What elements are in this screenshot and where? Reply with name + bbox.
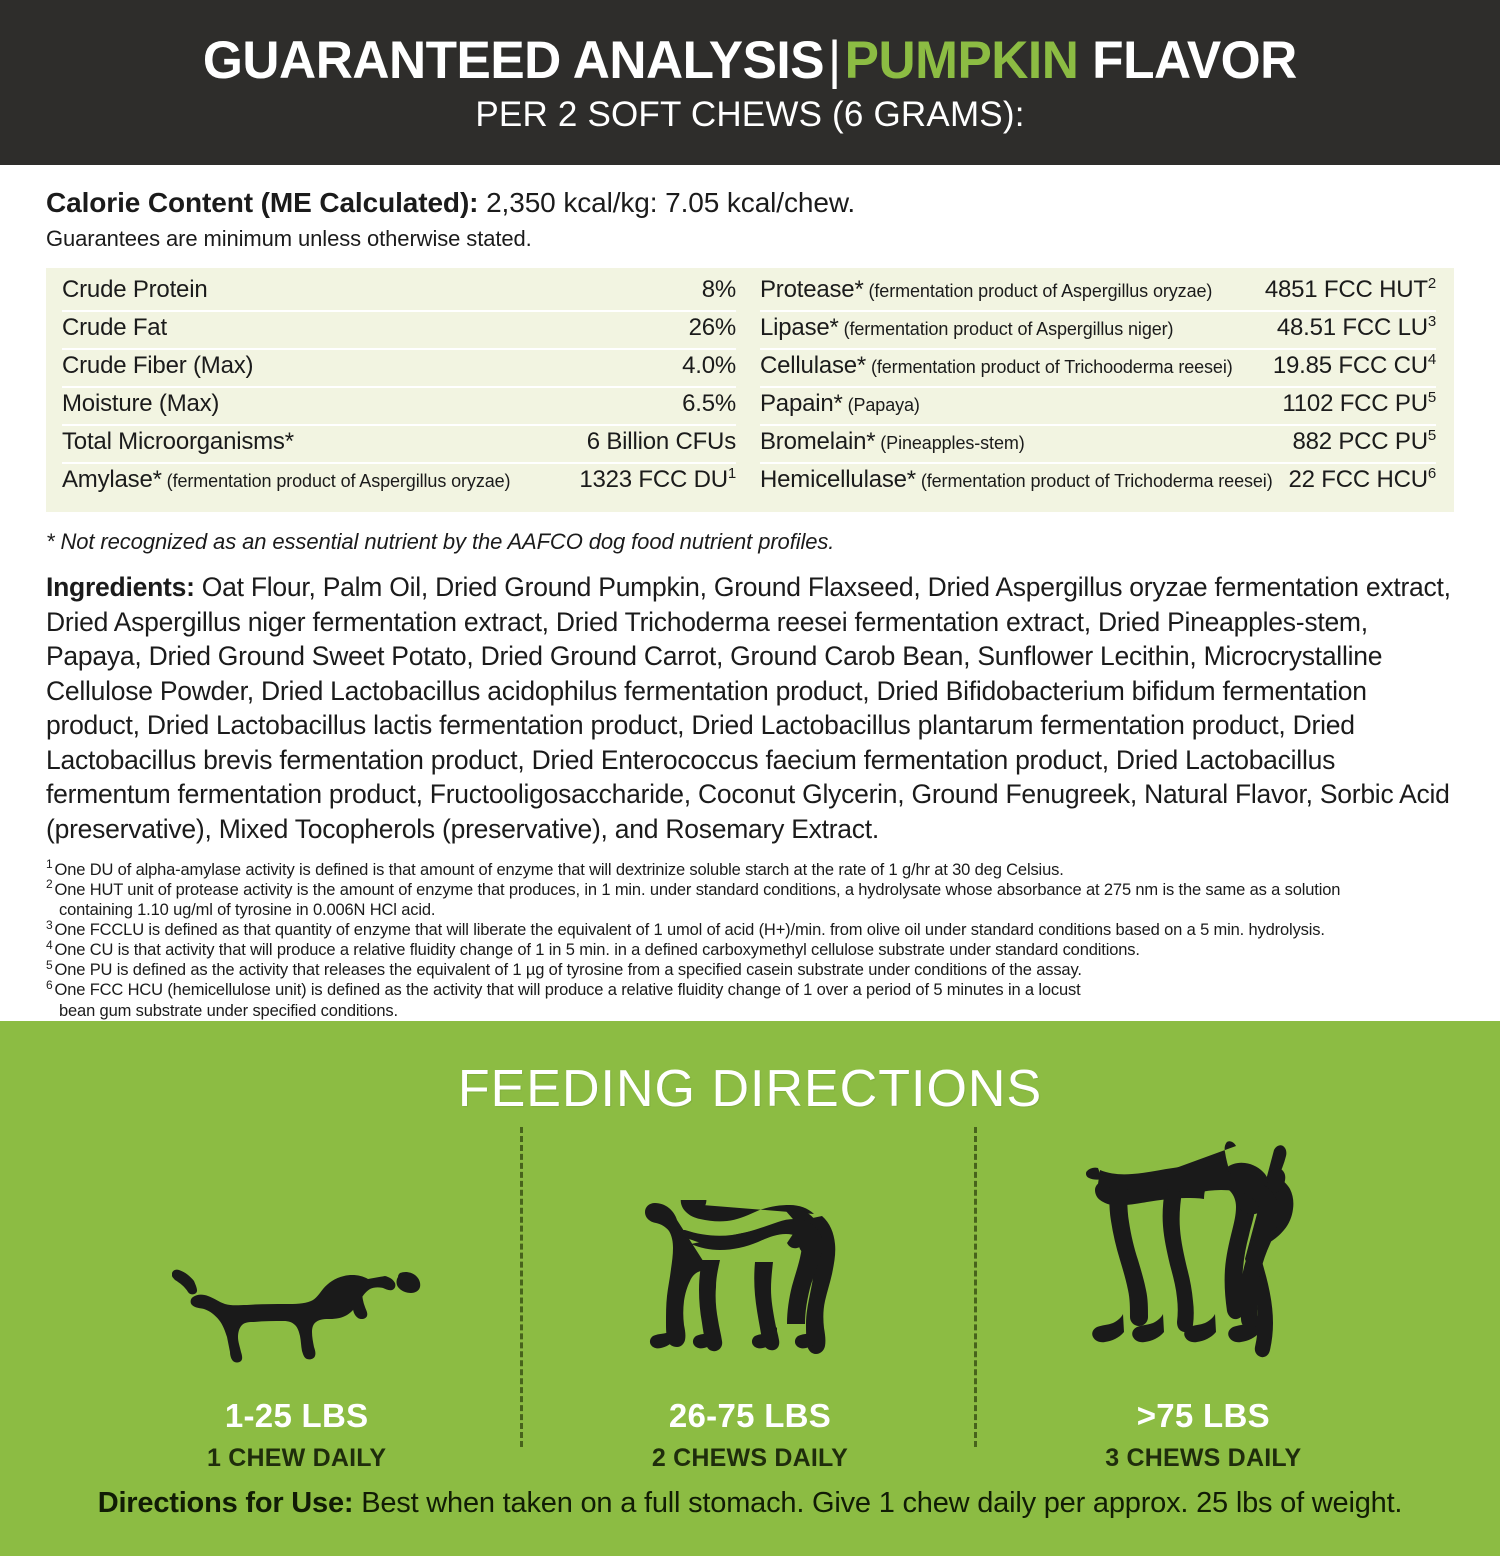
footnote-item — [46, 877, 1454, 900]
nutrition-row-value: 1323 FCC $DU^1$ — [579, 465, 736, 493]
footnote-marker: 5 — [46, 957, 53, 972]
nutrition-row-footnote-marker: 3 — [1427, 313, 1436, 330]
nutrition-row-name: Total Microorganisms* — [62, 428, 294, 455]
feeding-dogs-row — [0, 1115, 1500, 1481]
feeding-tier-medium — [523, 1115, 976, 1481]
aafco-footnote: * Not recognized as an essential nutrient by the AAFCO dog food nutrient profiles. — [46, 529, 835, 554]
feeding-weight-large: >75 LBS — [1136, 1396, 1270, 1434]
footnotes-block — [46, 857, 1454, 1021]
feeding-dose-small: 1 CHEW DAILY — [207, 1443, 387, 1472]
feeding-tier-small — [70, 1115, 523, 1481]
title-part-1: GUARANTEED ANALYSIS — [203, 30, 825, 90]
nutrition-row-value: 19.85 FCC $CU^4$ — [1272, 351, 1436, 379]
footnote-marker: 2 — [46, 877, 53, 892]
ingredients-text: Oat Flour, Palm Oil, Dried Ground Pumpkin, Ground Flaxseed, Dried Aspergillus oryzae fermentation extract, Dried Aspergillus niger fermentation extract, Dried Trichoderma reesei fermentation extract, Dried Pineapples-stem, Papaya, Dried Ground Sweet Potato, Dried Ground Carrot, Ground Carob Bean, Sunflower Lecithin, Microcrystalline Cellulose Powder, Dried Lactobacillus acidophilus fermentation product, Dried Bifidobacterium bifidum fermentation product, Dried Lactobacillus lactis fermentation product, Dried Lactobacillus plantarum fermentation product, Dried Lactobacillus brevis fermentation product, Dried Enterococcus faecium fermentation product, Dried Lactobacillus fermentum fermentation product, Fructooligosaccharide, Coconut Glycerin, Ground Fenugreek, Natural Flavor, Sorbic Acid (preservative), Mixed Tocopherols (preservative), and Rosemary Extract. — [46, 572, 1451, 845]
nutrition-row-name: Lipase* (fermentation product of Aspergillus niger) — [760, 314, 1174, 341]
nutrition-row — [760, 350, 1436, 388]
guaranteed-analysis-table — [46, 268, 1454, 512]
nutrition-row-value: 22 FCC HCU$^6$ — [1288, 465, 1436, 493]
nutrition-row-name: Cellulase* (fermentation product of Trichooderma reesei) — [760, 352, 1233, 379]
calorie-content-line — [46, 185, 1454, 220]
nutrition-row — [62, 312, 736, 350]
nutrition-row-value: 6.5% — [682, 390, 736, 417]
nutrition-row-value: 26% — [688, 314, 736, 341]
nutrition-row-source: (Pineapples-stem) — [875, 433, 1025, 453]
title-highlight-pumpkin: PUMPKIN — [844, 30, 1079, 90]
footnote-text: One DU of alpha-amylase activity is defined is that amount of enzyme that will dextrinize soluble starch at the rate of 1 g/hr at 30 deg Celsius. — [54, 860, 1064, 879]
footnote-continuation: bean gum substrate under specified conditions. — [59, 1001, 398, 1020]
title-pipe: | — [828, 30, 841, 90]
nutrition-row-footnote-marker: 2 — [1427, 275, 1436, 292]
directions-text: Best when taken on a full stomach. Give 1 chew daily per approx. 25 lbs of weight. — [353, 1486, 1403, 1519]
nutrition-row-value: 1102 FCC $PU^5$ — [1282, 389, 1436, 417]
nutrition-row — [760, 426, 1436, 464]
calorie-content-value: 2,350 kcal/kg: 7.05 kcal/chew. — [486, 187, 856, 218]
nutrition-row-value: 4851 FCC HUT$^2$ — [1264, 275, 1436, 303]
great-dane-dog-icon — [1086, 1115, 1321, 1375]
nutrition-row — [760, 312, 1436, 350]
feeding-directions-section — [0, 1021, 1500, 1556]
footnote-marker: 6 — [46, 977, 53, 992]
feeding-tier-large — [977, 1115, 1430, 1481]
nutrition-row-footnote-marker: 6 — [1427, 465, 1436, 482]
nutrition-row-name: Protease* (fermentation product of Aspergillus oryzae) — [760, 276, 1213, 303]
calorie-content-label: Calorie Content (ME Calculated): — [46, 187, 479, 218]
nutrition-row-value: 48.51 FCC $LU^3$ — [1276, 313, 1436, 341]
nutrition-row-name: Crude Fiber (Max) — [62, 352, 254, 379]
nutrition-row-source: (fermentation product of Aspergillus niger) — [838, 319, 1174, 339]
feeding-dose-large: 3 CHEWS DAILY — [1105, 1443, 1302, 1472]
nutrition-row-footnote-marker: 1 — [727, 465, 736, 482]
footnote-text: One PU is defined as the activity that releases the equivalent of 1 µg of tyrosine from a specified casein substrate under conditions of the assay. — [54, 961, 1082, 980]
medium-dog-icon — [645, 1115, 855, 1375]
nutrition-row-footnote-marker: 4 — [1427, 351, 1436, 368]
nutrition-row — [62, 274, 736, 312]
footnote-item — [46, 857, 1454, 880]
nutrition-row-footnote-marker: 5 — [1427, 427, 1436, 444]
footnote-item — [46, 917, 1454, 940]
label-body — [0, 165, 1500, 1021]
nutrition-row-source: (fermentation product of Trichoderma reesei) — [915, 471, 1273, 491]
nutrition-column-right — [750, 274, 1454, 502]
footnote-marker: 3 — [46, 917, 53, 932]
nutrition-row — [62, 464, 736, 502]
directions-label: Directions for Use: — [97, 1486, 354, 1519]
nutrition-row-value: 6 Billion CFUs — [586, 428, 736, 455]
nutrition-row — [62, 426, 736, 464]
nutrition-row — [760, 388, 1436, 426]
nutrition-row-footnote-marker: 5 — [1427, 389, 1436, 406]
nutrition-row — [62, 388, 736, 426]
nutrition-row-source: (Papaya) — [842, 395, 920, 415]
ingredients-block — [46, 570, 1454, 847]
nutrition-row-name: Amylase* (fermentation product of Aspergillus oryzae) — [62, 466, 511, 493]
nutrition-row-name: Bromelain* (Pineapples-stem) — [760, 428, 1025, 455]
footnote-text: One FCCLU is defined as that quantity of enzyme that will liberate the equivalent of 1 umol of acid (H+)/min. from olive oil under standard conditions based on a 5 min. hydrolysis. — [54, 921, 1325, 939]
directions-for-use — [0, 1487, 1500, 1520]
nutrition-row-name: Crude Fat — [62, 314, 167, 341]
title-part-2: FLAVOR — [1092, 30, 1297, 90]
nutrition-row-source: (fermentation product of Trichooderma reesei) — [866, 357, 1233, 377]
footnote-continuation: containing 1.10 ug/ml of tyrosine in 0.006N HCl acid. — [59, 900, 436, 919]
footnote-text: One CU is that activity that will produce a relative fluidity change of 1 in 5 min. in a defined carboxymethyl cellulose substrate under standard conditions. — [54, 941, 1140, 960]
nutrition-row — [760, 464, 1436, 502]
footnote-text: One HUT unit of protease activity is the amount of enzyme that produces, in 1 min. under standard conditions, a hydrolysate whose absorbance at 275 nm is the same as a solution — [54, 880, 1341, 899]
dachshund-dog-icon — [172, 1115, 422, 1375]
guarantee-note: Guarantees are minimum unless otherwise stated. — [46, 226, 532, 251]
nutrition-row-value: 4.0% — [682, 352, 736, 379]
nutrition-row — [760, 274, 1436, 312]
footnote-item — [46, 977, 1454, 1000]
nutrition-column-left — [46, 274, 750, 502]
page-title — [203, 30, 1297, 90]
footnote-text: One FCC HCU (hemicellulose unit) is defined as the activity that will produce a relative fluidity change of 1 over a period of 5 minutes in a locust — [54, 981, 1081, 1000]
feeding-weight-medium: 26-75 LBS — [668, 1396, 832, 1434]
footnote-marker: 1 — [46, 857, 53, 872]
nutrition-row-value: 8% — [701, 276, 736, 303]
nutrition-row — [62, 350, 736, 388]
ingredients-label: Ingredients: — [46, 572, 195, 602]
footnote-item — [46, 937, 1454, 960]
nutrition-row-name: Moisture (Max) — [62, 390, 220, 417]
feeding-weight-small: 1-25 LBS — [224, 1396, 369, 1434]
footnote-marker: 4 — [46, 937, 53, 952]
nutrition-row-source: (fermentation product of Aspergillus oryzae) — [161, 471, 511, 491]
nutrition-row-name: Crude Protein — [62, 276, 208, 303]
label-header — [0, 0, 1500, 165]
page-subtitle: PER 2 SOFT CHEWS (6 GRAMS): — [475, 95, 1025, 135]
nutrition-row-value: 882 PCC $PU^5$ — [1292, 427, 1436, 455]
feeding-directions-title: FEEDING DIRECTIONS — [457, 1059, 1043, 1118]
feeding-dose-medium: 2 CHEWS DAILY — [651, 1443, 849, 1472]
footnote-item — [46, 957, 1454, 980]
nutrition-row-name: Hemicellulase* (fermentation product of Trichoderma reesei) — [760, 466, 1273, 493]
nutrition-row-name: Papain* (Papaya) — [760, 390, 920, 417]
nutrition-row-source: (fermentation product of Aspergillus oryzae) — [863, 281, 1213, 301]
